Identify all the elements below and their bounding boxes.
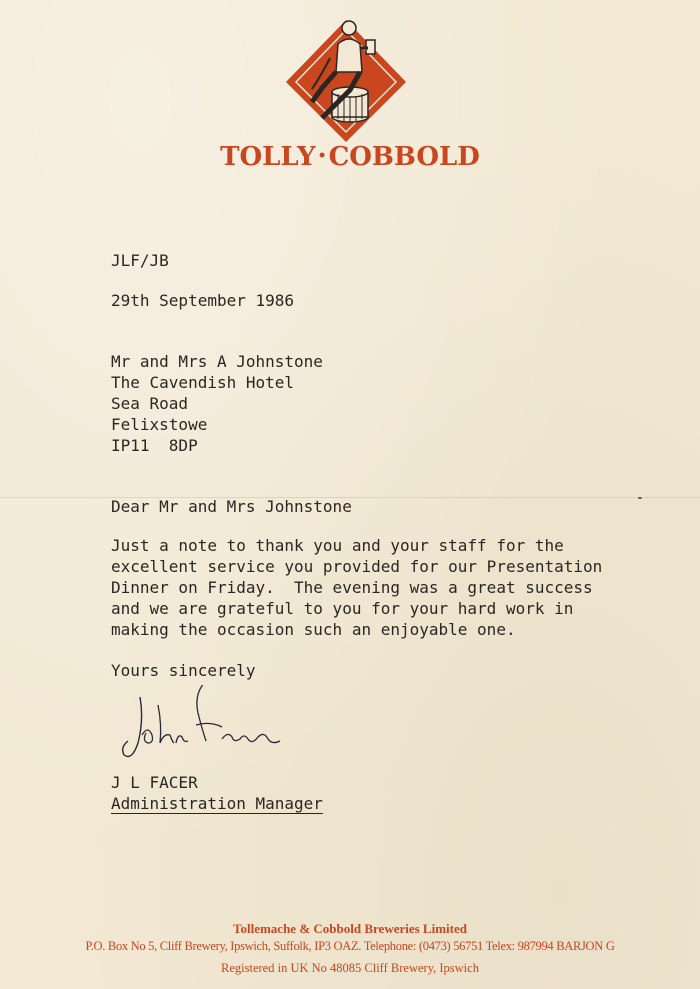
man-on-barrel-icon (282, 14, 410, 144)
brand-separator: • (317, 148, 327, 164)
body-line: Dinner on Friday. The evening was a great success (111, 578, 593, 597)
body-line: and we are grateful to you for your hard work in (111, 599, 574, 618)
signatory-title: Administration Manager (111, 794, 323, 813)
footer-company: Tollemache & Cobbold Breweries Limited (233, 921, 467, 936)
address-line: Sea Road (111, 394, 189, 413)
letter-date: 29th September 1986 (111, 291, 295, 310)
salutation: Dear Mr and Mrs Johnstone (111, 497, 352, 516)
reference: JLF/JB (111, 251, 169, 270)
paper-speck (638, 497, 642, 499)
address-line: Felixstowe (111, 415, 208, 434)
body-line: Just a note to thank you and your staff for the (111, 536, 564, 555)
address-line: The Cavendish Hotel (111, 373, 295, 392)
letter-body (111, 535, 602, 640)
signatory-name: J L FACER (111, 773, 198, 792)
brand-left: TOLLY (220, 142, 316, 172)
recipient-address (111, 351, 323, 456)
address-line: IP11 8DP (111, 436, 198, 455)
body-line: excellent service you provided for our Presentation (111, 557, 603, 576)
body-line: making the occasion such an enjoyable one. (111, 620, 516, 639)
handwritten-signature (118, 685, 293, 770)
address-line: Mr and Mrs A Johnstone (111, 352, 323, 371)
brand-wordmark (0, 142, 700, 172)
footer-registration: Registered in UK No 48085 Cliff Brewery, Ipswich (221, 961, 479, 975)
brand-right: COBBOLD (328, 142, 480, 172)
footer-address: P.O. Box No 5, Cliff Brewery, Ipswich, Suffolk, IP3 OAZ. Telephone: (0473) 56751 Telex: 987994 BARJON G (85, 939, 615, 953)
closing: Yours sincerely (111, 661, 256, 680)
